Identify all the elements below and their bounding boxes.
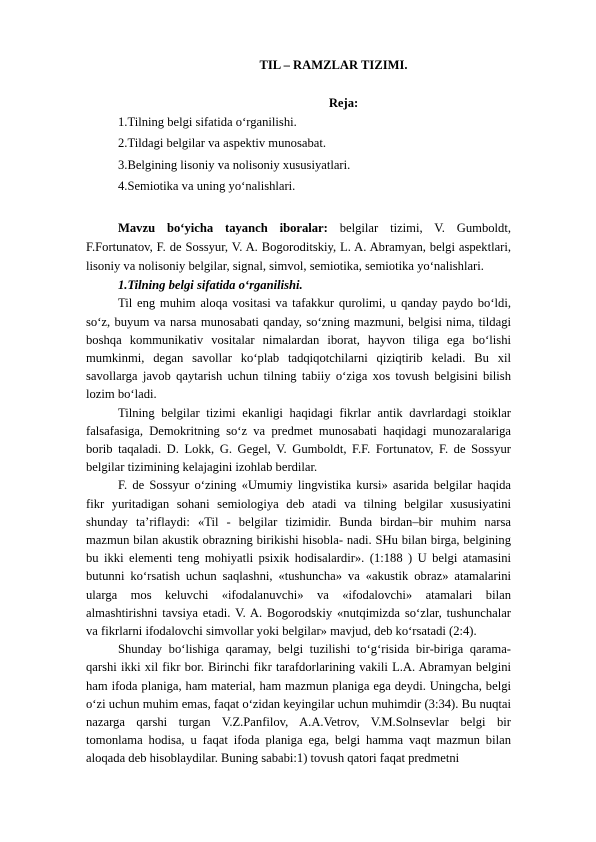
keywords-paragraph: [86, 219, 511, 277]
plan-item: 3.Belgining lisoniy va nolisoniy xususiyatlari.: [118, 157, 351, 172]
plan-heading: Reja:: [328, 96, 359, 110]
keywords-text: belgilar tizimi, V. Gumboldt, F.Fortunatov, F. de Sossyur, V. A. Bogoroditskiy, L. A. Abramyan, belgi aspektlari, lisoniy va nolisoniy belgilar, signal, simvol, semiotika, semiotika yo‘nalishlari.: [86, 220, 511, 273]
keywords-label: Mavzu bo‘yicha tayanch iboralar:: [118, 220, 328, 235]
body-paragraph: Shunday bo‘lishiga qaramay, belgi tuzilishi to‘g‘risida bir-biriga qarama-qarshi ikki xil fikr bor. Birinchi fikr tarafdorlarining vakili L.A. Abramyan belgini ham ifoda planiga, ham material, ham mazmun planiga ega deydi. Uningcha, belgi o‘zi uchun muhim emas, faqat o‘zidan keyingilar uchun muhimdir (3:34). Bu nuqtai nazarga qarshi turgan V.Z.Panfilov, A.A.Vetrov, V.M.Solnsevlar belgi bir tomonlama hodisa, u faqat ifoda planiga ega, belgi hamma vaqt mazmun bilan aloqada deb hisoblaydilar. Buning sababi:1) tovush qatori faqat predmetni: [86, 642, 511, 766]
document-title: TIL – RAMZLAR TIZIMI.: [259, 58, 408, 72]
plan-item: 2.Tildagi belgilar va aspektiv munosabat.: [118, 136, 326, 151]
body-paragraph: F. de Sossyur o‘zining «Umumiy lingvistika kursi» asarida belgilar haqida fikr yuritadigan sohani semiologiya deb atadi va tilning belgilar xususiyatini shunday ta’riflaydi: «Til - belgilar tizimidir. Bunda birdan–bir muhim narsa mazmun bilan akustik obrazning birikishi hisobla- nadi. SHu bilan birga, belgining bu ikki elementi teng mohiyatli psixik hodisalardir». (1:188 ) U belgi atamasini butunni ko‘rsatish uchun saqlashni, «tushuncha» va «akustik obraz» atamalarini ularga mos keluvchi «ifodalanuvchi» va «ifodalovchi» atamalari bilan almashtirishni tavsiya etadi. V. A. Bogorodskiy «nutqimizda so‘zlar, tushunchalar va fikrlarni ifodalovchi simvollar yoki belgilar» mavjud, deb ko‘rsatadi (2:4).: [86, 478, 511, 639]
plan-item: 4.Semiotika va uning yo‘nalishlari.: [118, 179, 296, 194]
section-heading: 1.Tilning belgi sifatida o‘rganilishi.: [118, 278, 303, 293]
document-page: [86, 56, 511, 768]
body-paragraph: Tilning belgilar tizimi ekanligi haqidagi fikrlar antik davrlardagi stoiklar falsafasiga, Demokritning so‘z va predmet munosabati haqidagi munozaralariga borib taqaladi. D. Lokk, G. Gegel, V. Gumboldt, F.F. Fortunatov, F. de Sossyur belgilar tizimining kelajagini izohlab berdilar.: [86, 405, 511, 475]
plan-list: [86, 112, 511, 198]
body-paragraph: Til eng muhim aloqa vositasi va tafakkur qurolimi, u qanday paydo bo‘ldi, so‘z, buyum va narsa munosabati qanday, so‘zning mazmuni, belgisi nima, tildagi boshqa kommunikativ vositalar nimalardan iborat, hayvon tiliga ega bo‘lishi mumkinmi, degan savollar ko‘plab tadqiqotchilarni qiziqtirib keladi. Bu xil savollarga javob qaytarish uchun tilning tabiiy o‘ziga xos tovush belgisini bilish lozim bo‘ladi.: [86, 296, 511, 402]
plan-item: 1.Tilning belgi sifatida o‘rganilishi.: [118, 115, 297, 129]
